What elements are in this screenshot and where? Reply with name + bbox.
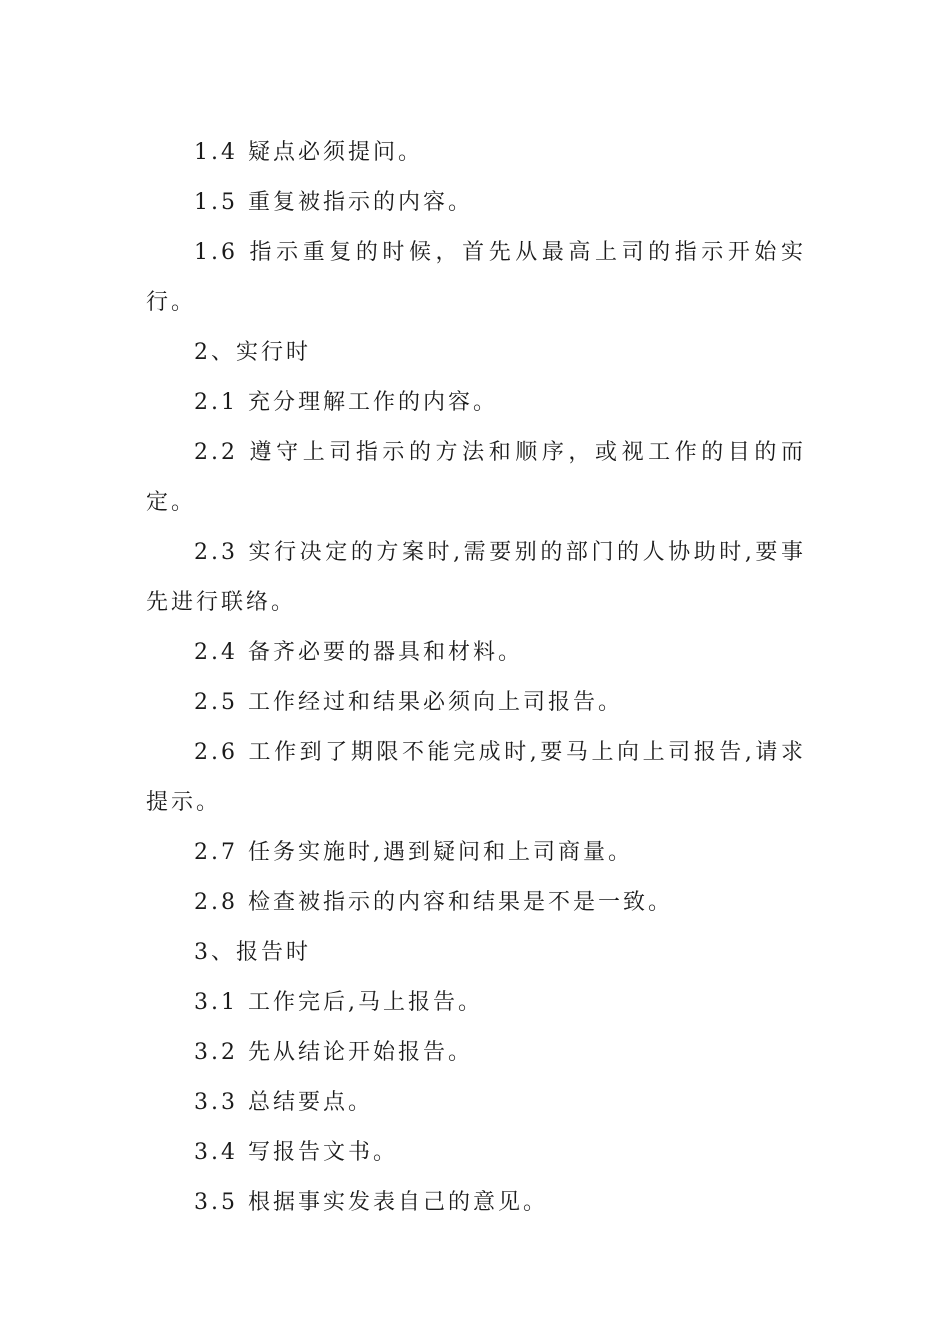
- paragraph-1-6: 1.6 指示重复的时候，首先从最高上司的指示开始实行。: [146, 240, 806, 315]
- paragraph-3-1: 3.1 工作完后,马上报告。: [194, 990, 483, 1015]
- paragraph-2-2: 2.2 遵守上司指示的方法和顺序，或视工作的目的而定。: [146, 440, 806, 515]
- document-body: [146, 128, 806, 1228]
- paragraph-2-4: 2.4 备齐必要的器具和材料。: [194, 640, 523, 665]
- paragraph-3-5: 3.5 根据事实发表自己的意见。: [194, 1190, 548, 1215]
- paragraph-1-5: 1.5 重复被指示的内容。: [194, 190, 473, 215]
- paragraph-3-2: 3.2 先从结论开始报告。: [194, 1040, 473, 1065]
- section-heading-2: 2、实行时: [194, 340, 311, 365]
- section-heading-3: 3、报告时: [194, 940, 311, 965]
- paragraph-1-4: 1.4 疑点必须提问。: [194, 140, 423, 165]
- paragraph-2-7: 2.7 任务实施时,遇到疑问和上司商量。: [194, 840, 633, 865]
- paragraph-3-4: 3.4 写报告文书。: [194, 1140, 398, 1165]
- paragraph-2-1: 2.1 充分理解工作的内容。: [194, 390, 498, 415]
- paragraph-3-3: 3.3 总结要点。: [194, 1090, 373, 1115]
- paragraph-2-5: 2.5 工作经过和结果必须向上司报告。: [194, 690, 623, 715]
- paragraph-2-6: 2.6 工作到了期限不能完成时,要马上向上司报告,请求提示。: [146, 740, 806, 815]
- paragraph-2-3: 2.3 实行决定的方案时,需要别的部门的人协助时,要事先进行联络。: [146, 540, 806, 615]
- paragraph-2-8: 2.8 检查被指示的内容和结果是不是一致。: [194, 890, 673, 915]
